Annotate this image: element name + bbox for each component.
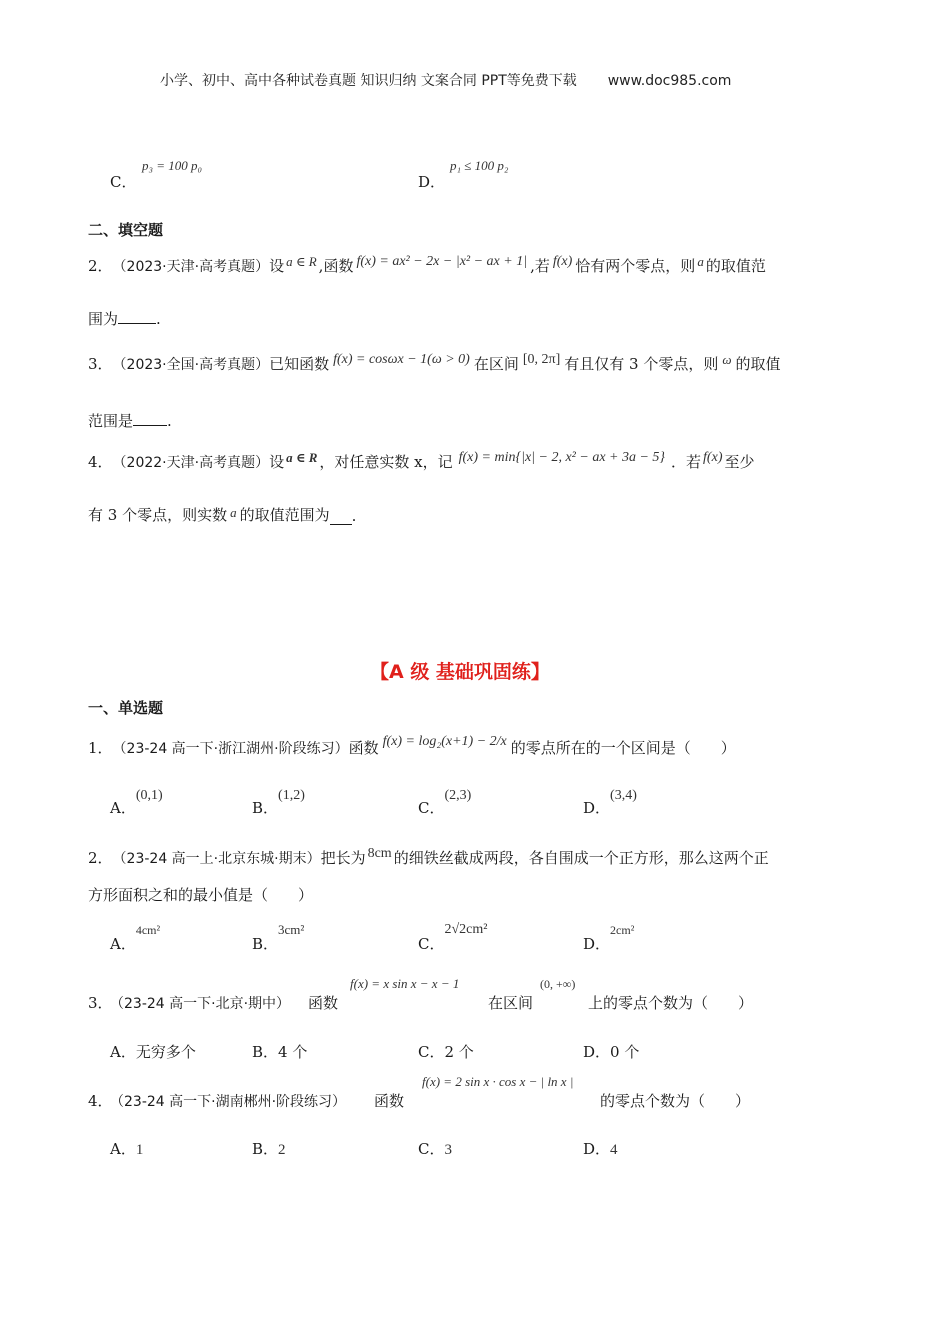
question-source: （23-24 高一上·北京东城·期末） — [112, 851, 321, 867]
math-formula: 8cm — [367, 846, 392, 861]
section-title-single: 一、单选题 — [88, 699, 164, 717]
single-question-3: 3． （23-24 高一下·北京·期中） 函数 f(x) = x sin x − x − 1 在区间 (0, +∞) 上的零点个数为（ ） — [88, 976, 754, 1012]
fill-question-3-line2: 范围是 . — [88, 412, 172, 430]
math-formula: a ∈ R — [286, 254, 317, 269]
math-formula: (0, +∞) — [540, 977, 576, 991]
prev-option-d: D． — [418, 173, 446, 191]
math-formula: f(x) = min{|x| − 2, x² − ax + 3a − 5} — [458, 450, 666, 465]
math-formula: f(x) = cosωx − 1(ω > 0) — [333, 352, 470, 367]
math-formula: f(x) = 2 sin x · cos x − | ln x | — [422, 1074, 574, 1089]
math-formula: [0, 2π] — [522, 352, 561, 367]
option-d[interactable]: D． (3,4) — [583, 788, 637, 817]
option-a[interactable]: A． 4cm² — [110, 923, 161, 953]
math-formula: ω — [722, 352, 732, 367]
option-c[interactable]: C． 2√2cm² — [418, 922, 488, 953]
prev-option-d-math: p₁ ≤ 100 p₂ — [450, 158, 509, 173]
fill-question-2: 2． （2023·天津·高考真题） 设 a ∈ R ,函数 f(x) = ax² − 2x − |x² − ax + 1| ,若 f(x) 恰有两个零点，则 a 的取值范 — [88, 254, 766, 275]
answer-blank[interactable] — [330, 510, 352, 525]
math-formula: f(x) = log₂(x+1) − 2/x — [382, 734, 507, 749]
single-question-1-options — [110, 783, 810, 817]
single-question-4: 4． （23-24 高一下·湖南郴州·阶段练习） 函数 f(x) = 2 sin x · cos x − | ln x | 的零点个数为（ ） — [88, 1074, 751, 1110]
prev-option-c: C． — [110, 173, 137, 191]
option-c[interactable]: C． (2,3) — [418, 788, 472, 817]
header-url: www.doc985.com — [607, 73, 732, 89]
fill-question-2-line2: 围为 . — [88, 310, 161, 328]
math-formula: f(x) — [703, 450, 723, 465]
single-question-3-options — [110, 1041, 810, 1063]
math-formula: f(x) = x sin x − x − 1 — [350, 976, 460, 991]
option-b[interactable]: B． 3cm² — [252, 922, 305, 953]
option-b[interactable]: B． (1,2) — [252, 788, 305, 817]
question-source: （23-24 高一下·浙江湖州·阶段练习） — [112, 741, 349, 757]
fill-question-4: 4． （2022·天津·高考真题） 设 a ∈ R ，对任意实数 x，记 f(x) = min{|x| − 2, x² − ax + 3a − 5} ．若 f(x) 至少 — [88, 450, 755, 471]
fill-question-4-line2: 有 3 个零点，则实数 a 的取值范围为 . — [88, 505, 357, 525]
math-formula: a — [697, 254, 704, 269]
option-a[interactable]: A．1 — [110, 1140, 144, 1158]
header-text: 小学、初中、高中各种试卷真题 知识归纳 文案合同 PPT等免费下载 — [160, 73, 577, 89]
single-question-2: 2． （23-24 高一上·北京东城·期末） 把长为 8cm 的细铁丝截成两段，各自围成一个正方形，那么这两个正 — [88, 846, 769, 867]
level-title: 【A 级 基础巩固练】 — [370, 661, 550, 683]
answer-blank[interactable] — [118, 309, 156, 324]
prev-option-c-math: p₃ = 100 p₀ — [142, 158, 203, 173]
question-source: （23-24 高一下·湖南郴州·阶段练习） — [110, 1094, 347, 1110]
single-question-2-line2: 方形面积之和的最小值是（ ） — [88, 886, 314, 904]
option-b[interactable]: B．4 个 — [252, 1043, 308, 1061]
option-a[interactable]: A．无穷多个 — [110, 1043, 196, 1061]
question-source: （2023·天津·高考真题） — [112, 259, 270, 275]
question-source: （23-24 高一下·北京·期中） — [110, 996, 291, 1012]
option-c[interactable]: C．2 个 — [418, 1043, 474, 1061]
math-formula: f(x) — [552, 254, 573, 269]
option-b[interactable]: B．2 — [252, 1140, 286, 1158]
page-header — [160, 70, 731, 90]
option-c[interactable]: C．3 — [418, 1140, 452, 1158]
single-question-2-options — [110, 917, 810, 953]
option-d[interactable]: D． 2cm² — [583, 923, 635, 953]
option-d[interactable]: D．4 — [583, 1140, 618, 1158]
fill-question-3: 3． （2023·全国·高考真题） 已知函数 f(x) = cosωx − 1(ω > 0) 在区间 [0, 2π] 有且仅有 3 个零点，则 ω 的取值 — [88, 352, 781, 373]
question-source: （2022·天津·高考真题） — [112, 455, 270, 471]
answer-blank[interactable] — [133, 411, 167, 426]
section-title-fill: 二、填空题 — [88, 221, 164, 239]
math-formula: f(x) = ax² − 2x − |x² − ax + 1| — [356, 254, 528, 269]
math-formula: a — [230, 505, 237, 520]
question-source: （2023·全国·高考真题） — [112, 357, 270, 373]
single-question-4-options — [110, 1138, 810, 1160]
option-a[interactable]: A． (0,1) — [110, 788, 163, 817]
option-d[interactable]: D．0 个 — [583, 1043, 640, 1061]
single-question-1: 1． （23-24 高一下·浙江湖州·阶段练习） 函数 f(x) = log₂(x+1) − 2/x 的零点所在的一个区间是（ ） — [88, 734, 736, 757]
math-formula: a ∈ R — [286, 450, 318, 465]
